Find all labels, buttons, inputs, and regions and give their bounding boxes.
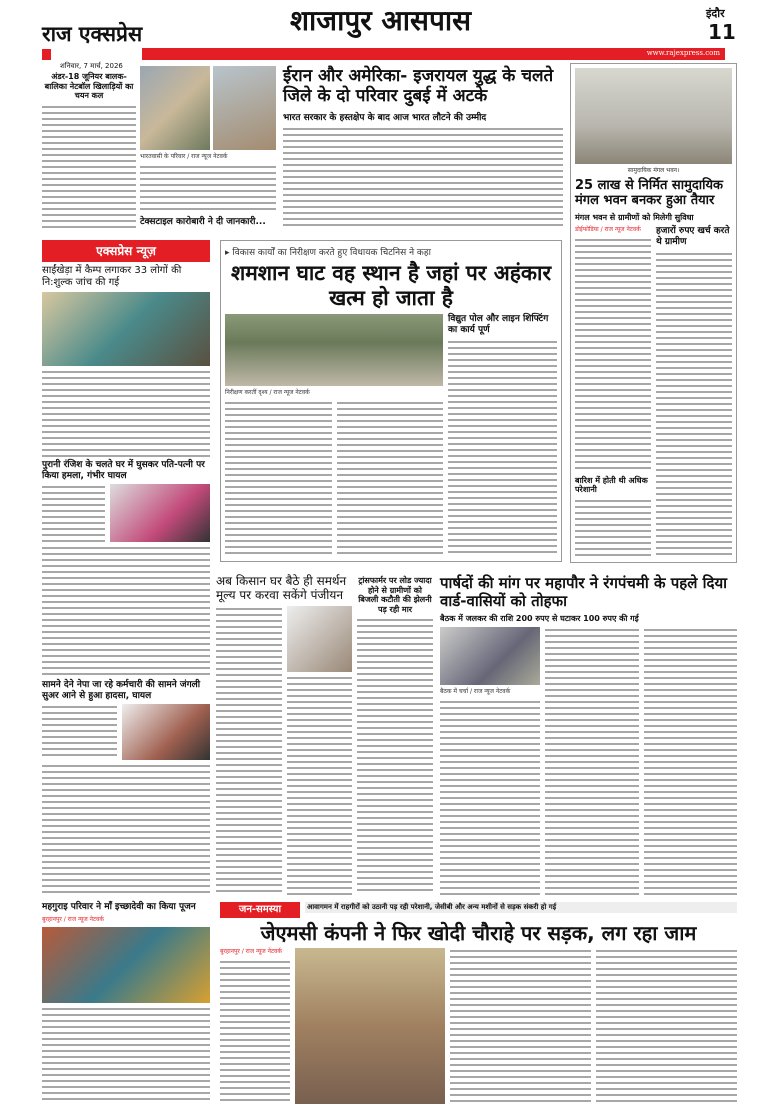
section-title: शाजापुर आसपास (290, 4, 472, 37)
kisan-body-2 (287, 675, 353, 895)
shamshan-body-2 (337, 400, 444, 557)
shamshan-box (220, 240, 562, 562)
puja-byline: बुरहानपुर / राज न्यूज नेटवर्क (42, 915, 104, 923)
jms-body-1 (220, 959, 290, 1104)
jms-headline: जेएमसी कंपनी ने फिर खोदी चौराहे पर सड़क, लग रहा जाम (260, 921, 697, 945)
parshad-headline: पार्षदों की मांग पर महापौर ने रंगपंचमी के पहले दिया वार्ड-वासियों को तोहफा (440, 574, 728, 610)
mangal-body-2 (656, 251, 732, 558)
dubai-photo-caption: भारतवासी के परिवार / राज न्यूज नेटवर्क (140, 153, 228, 160)
mangal-body-1 (575, 237, 651, 473)
express-news-label: एक्सप्रेस न्यूज़ (42, 240, 210, 262)
kisan-body-1 (216, 606, 282, 895)
parshad-body-2 (545, 627, 639, 895)
shamshan-kicker: ▸ विकास कार्यों का निरीक्षण करते हुए विधायक चिटनिस ने कहा (225, 248, 431, 258)
jms-photo (295, 948, 445, 1104)
transformer-headline: ट्रांसफार्मर पर लोड ज्यादा होने से ग्रामीणों को बिजली कटौती की झेलनी पड़ रही मार (358, 576, 432, 614)
shamshan-side-body (448, 339, 557, 557)
attack-body-1 (42, 484, 105, 542)
mangal-col-1 (575, 226, 651, 558)
parshad-subhead: बैठक में जलकर की राशि 200 रुपए से घटाकर 100 रुपए की गई (440, 614, 639, 623)
parshad-photo-caption: बैठक में चर्चा / राज न्यूज नेटवर्क (440, 688, 511, 695)
shamshan-photo (225, 314, 443, 386)
kisan-photo (287, 606, 353, 672)
boar-body-1 (42, 704, 117, 760)
attack-photo (110, 484, 210, 542)
mangal-col-2 (656, 226, 732, 558)
mangal-body-3 (575, 498, 651, 558)
transformer-story (357, 576, 433, 895)
express-news-column (42, 240, 210, 895)
parshad-story (440, 574, 737, 895)
puja-headline: महगुराइ परिवार ने माँ इच्छादेवी का किया पूजन (42, 902, 196, 912)
mangal-side-head-2: बारिश में होती थी अधिक परेशानी (575, 475, 648, 495)
mangal-photo (575, 68, 732, 164)
netball-body (42, 104, 136, 228)
header-bar (142, 48, 725, 60)
puja-body (42, 1006, 210, 1104)
jms-body-2 (450, 948, 591, 1104)
boar-body-2 (42, 763, 210, 895)
dubai-photo-2 (213, 66, 276, 150)
attack-headline: पुरानी रंजिश के चलते घर में घुसकर पति-पत्नी पर किया हमला, गंभीर घायल (42, 459, 205, 481)
mangal-subhead: मंगल भवन से ग्रामीणों को मिलेगी सुविधा (575, 212, 694, 222)
parshad-body-3 (644, 627, 738, 895)
dubai-photo-1 (140, 66, 210, 150)
jms-byline: बुरहानपुर / राज न्यूज नेटवर्क (220, 948, 282, 955)
page-number: 11 (708, 20, 736, 44)
dubai-body (283, 126, 563, 228)
issue-date: शनिवार, 7 मार्च, 2026 (60, 62, 123, 70)
shamshan-photo-caption: निरीक्षण करतीं दृश्य / राज न्यूज नेटवर्क (225, 389, 310, 397)
jms-body-3 (596, 948, 737, 1104)
shamshan-body-1 (225, 400, 332, 557)
shamshan-kicker-text: विकास कार्यों का निरीक्षण करते हुए विधायक चिटनिस ने कहा (232, 248, 431, 258)
dubai-subhead: भारत सरकार के हस्तक्षेप के बाद आज भारत लौटने की उम्मीद (283, 112, 487, 123)
website-link[interactable]: www.rajexpress.com (646, 49, 720, 57)
kisan-story (216, 574, 352, 895)
dubai-body-left (140, 164, 276, 214)
shamshan-side (448, 314, 557, 557)
camp-photo (42, 292, 210, 366)
mangal-headline: 25 लाख से निर्मित सामुदायिक मंगल भवन बनकर हुआ तैयार (575, 177, 724, 209)
mangal-photo-caption: सामुदायिक मंगल भवन। (627, 167, 680, 174)
jan-samasya-label: जन-समस्या (220, 902, 300, 918)
mangal-byline: डोईफोडिया / राज न्यूज नेटवर्क (575, 225, 641, 233)
mangal-side-head: हजारों रुपए खर्च करते थे ग्रामीण (656, 225, 730, 247)
dubai-sub-story: टेक्सटाइल कारोबारी ने दी जानकारी... (140, 217, 266, 228)
attack-body-2 (42, 545, 210, 677)
shamshan-side-head: विद्युत पोल और लाइन शिफ्टिंग का कार्य पूर्ण (448, 314, 549, 336)
camp-body (42, 369, 210, 457)
puja-photo (42, 927, 210, 1003)
jms-kicker: आवागमन में राहगीरों को उठानी पड़ रही परेशानी, जेसीबी और अन्य मशीनों से सड़क संकरी हो गई (305, 902, 737, 913)
jms-story (220, 902, 737, 1104)
brand-logo: राज एक्सप्रेस (42, 22, 143, 46)
transformer-body (357, 617, 433, 895)
city-label: इंदौर (706, 7, 725, 20)
boar-photo (122, 704, 210, 760)
red-marker (42, 49, 51, 60)
puja-story (42, 902, 210, 1104)
kisan-headline: अब किसान घर बैठे ही समर्थन मूल्य पर करवा सकेंगे पंजीयन (216, 574, 347, 603)
dubai-headline: ईरान और अमेरिका- इजरायल युद्ध के चलते जिले के दो परिवार दुबई में अटके (283, 66, 554, 107)
dubai-story (283, 66, 563, 228)
parshad-photo (440, 627, 540, 685)
shamshan-main (225, 314, 443, 557)
netball-story (42, 72, 136, 228)
parshad-body-1 (440, 699, 540, 895)
boar-headline: सामने देने नेपा जा रहे कर्मचारी की सामने जंगली सुअर आने से हुआ हादसा, घायल (42, 679, 201, 701)
mangal-box (570, 63, 737, 563)
camp-headline: साईंखेड़ा में कैम्प लगाकर 33 लोगों की नि:शुल्क जांच की गई (42, 265, 182, 288)
shamshan-headline: शमशान घाट वह स्थान है जहां पर अहंकार खत्म हो जाता है (230, 261, 552, 311)
mangal-columns (575, 226, 732, 558)
netball-headline: अंडर-18 जूनियर बालक-बालिका नेटबॉल खिलाड़ियों का चयन कल (44, 72, 134, 101)
dubai-photo-column (140, 66, 276, 228)
